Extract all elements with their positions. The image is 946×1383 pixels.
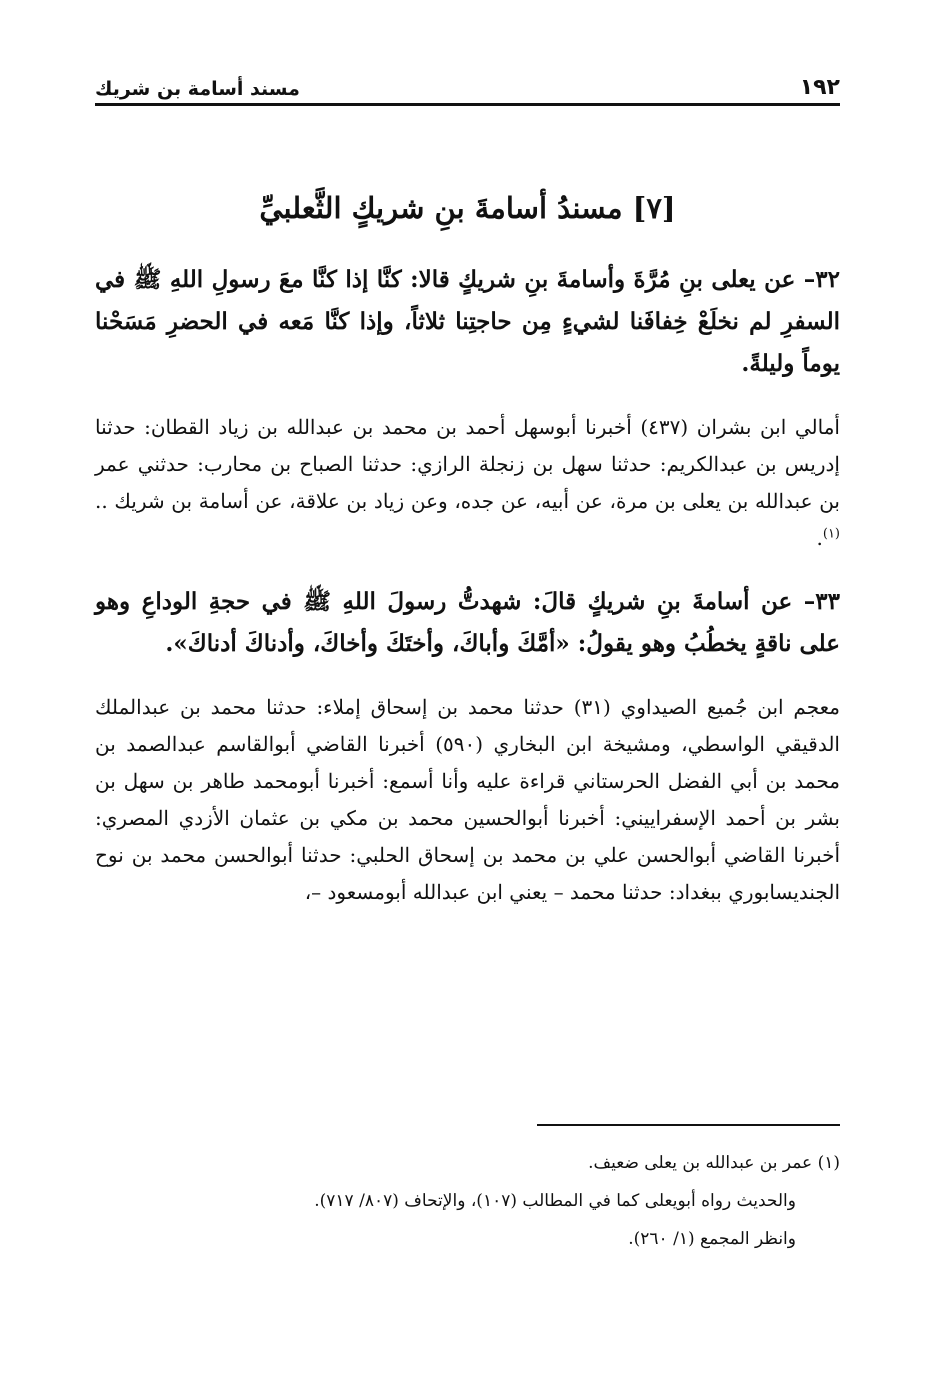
hadith-32: ٣٢– عن يعلى بنِ مُرَّةَ وأسامةَ بنِ شريكٍ قالا: كنَّا إذا كنَّا معَ رسولِ اللهِ ﷺ في السفرِ لم نخلَعْ خِفافَنا لشيءٍ مِن حاجتِنا ثلاثاً، وإذا كنَّا مَعه في الحضرِ مَسَحْنا يوماً وليلةً. xyxy=(95,266,840,377)
footnote-rule xyxy=(537,1124,840,1126)
footnotes xyxy=(95,1144,840,1258)
running-header xyxy=(95,66,840,100)
hadith-33-source: معجم ابن جُميع الصيداوي (٣١) حدثنا محمد بن إسحاق إملاء: حدثنا محمد بن عبدالملك الدقيقي الواسطي، ومشيخة ابن البخاري (٥٩٠) أخبرنا القاضي أبوالقاسم عبدالصمد بن محمد بن أبي الفضل الحرستاني قراءة عليه وأنا أسمع: أخبرنا أبومحمد طاهر بن سهل بن بشر بن أحمد الإسفراييني: أخبرنا أبوالحسين محمد بن مكي بن عثمان الأزدي المصري: أخبرنا القاضي أبوالحسن علي بن محمد بن إسحاق الحلبي: حدثنا أبوالحسن محمد بن نوح الجنديسابوري ببغداد: حدثنا محمد – يعني ابن عبدالله أبومسعود –، xyxy=(95,695,841,904)
header-rule xyxy=(95,103,840,106)
footnote-1-cont-2: وانظر المجمع (١/ ٢٦٠). xyxy=(628,1229,796,1249)
hadith-32-source-text: أمالي ابن بشران (٤٣٧) أخبرنا أبوسهل أحمد بن محمد بن عبدالله بن زياد القطان: حدثنا إدريس بن عبدالكريم: حدثنا سهل بن زنجلة الرازي: حدثنا الصباح بن محارب: حدثني عمر بن عبدالله بن يعلى بن مرة، عن أبيه، عن جده، وعن زياد بن علاقة، عن أسامة بن شريك .. xyxy=(95,415,840,513)
footnote-marker: (١) xyxy=(822,526,840,542)
footnote-1-cont-1: والحديث رواه أبويعلى كما في المطالب (١٠٧)، والإتحاف (٨٠٧/ ٧١٧). xyxy=(314,1191,796,1211)
main-text xyxy=(95,183,840,911)
footnote-1: (١) عمر بن عبدالله بن يعلى ضعيف. xyxy=(588,1153,840,1173)
hadith-32-source xyxy=(95,409,840,557)
running-header-title: مسند أسامة بن شريك xyxy=(95,78,300,100)
hadith-32-source-end: . xyxy=(816,526,823,550)
hadith-33: ٣٣– عن أسامةَ بنِ شريكٍ قالَ: شهدتُّ رسولَ اللهِ ﷺ في حجةِ الوداعِ وهو على ناقةٍ يخطُبُ وهو يقولُ: «أمَّكَ وأباكَ، وأختَكَ وأخاكَ، وأدناكَ أدناكَ». xyxy=(95,588,840,657)
page-number: ١٩٢ xyxy=(799,75,840,100)
section-title: [٧] مسندُ أسامةَ بنِ شريكٍ الثَّعلبيِّ xyxy=(259,191,676,225)
